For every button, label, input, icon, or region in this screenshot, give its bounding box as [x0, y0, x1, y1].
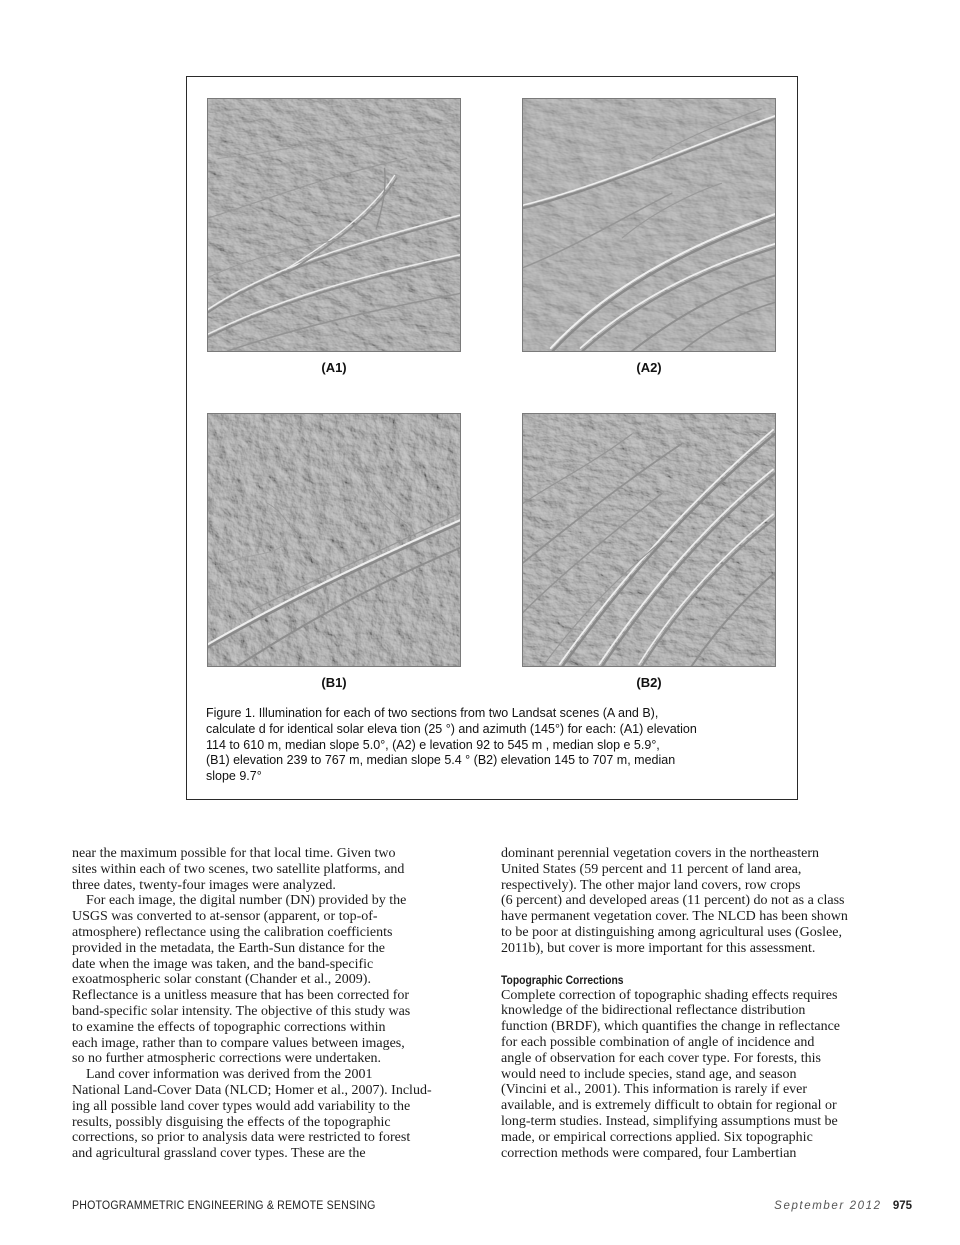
hillshade-image-b2	[522, 413, 776, 667]
text-line: correction methods were compared, four Lambertian	[501, 1145, 797, 1161]
text-line: available, and is extremely difficult to obtain for regional or	[501, 1098, 837, 1114]
text-line: have permanent vegetation cover. The NLCD has been shown	[501, 909, 848, 925]
text-line: function (BRDF), which quantifies the change in reflectance	[501, 1019, 840, 1035]
text-line: corrections, so prior to analysis data were restricted to forest	[72, 1130, 411, 1146]
text-line: results, possibly disguising the effects of the topographic	[72, 1114, 391, 1130]
panel-label-b1: (B1)	[321, 675, 347, 690]
issue-date: September 2012	[774, 1200, 882, 1212]
journal-name: PHOTOGRAMMETRIC ENGINEERING & REMOTE SENSING	[72, 1200, 376, 1212]
text-line: ing all possible land cover types would add variability to the	[72, 1098, 411, 1114]
page-number: 975	[892, 1200, 912, 1212]
caption-line: 114 to 610 m, median slope 5.0°, (A2) e levation 92 to 545 m , median slop e 5.9°,	[206, 737, 660, 752]
text-line: For each image, the digital number (DN) provided by the	[72, 893, 407, 909]
text-line: 2011b), but cover is more important for this assessment.	[501, 940, 816, 956]
text-line: for each possible combination of angle of incidence and	[501, 1034, 815, 1050]
hillshade-image-a1	[207, 98, 461, 352]
text-line: near the maximum possible for that local time. Given two	[72, 846, 396, 861]
text-line: knowledge of the bidirectional reflectance distribution	[501, 1003, 806, 1019]
text-line: Complete correction of topographic shading effects requires	[501, 987, 838, 1003]
caption-line: Figure 1. Illumination for each of two sections from two Landsat scenes (A and B),	[206, 706, 659, 720]
panel-label-a1: (A1)	[321, 360, 347, 375]
text-line: dominant perennial vegetation covers in the northeastern	[501, 846, 820, 861]
text-line: exoatmospheric solar constant (Chander et al., 2009).	[72, 972, 371, 988]
text-line: United States (59 percent and 11 percent of land area,	[501, 861, 802, 877]
caption-line: (B1) elevation 239 to 767 m, median slope 5.4 ° (B2) elevation 145 to 707 m, median	[206, 753, 676, 768]
text-line: to examine the effects of topographic corrections within	[72, 1019, 386, 1035]
text-line: band-specific solar intensity. The objective of this study was	[72, 1003, 411, 1019]
text-line: three dates, twenty-four images were analyzed.	[72, 877, 336, 893]
text-line: to be poor at distinguishing among agricultural uses (Goslee,	[501, 924, 842, 940]
text-line: and agricultural grassland cover types. These are the	[72, 1146, 366, 1162]
text-line: made, or empirical corrections applied. Six topographic	[501, 1129, 813, 1145]
text-line: each image, rather than to compare values between images,	[72, 1035, 405, 1051]
text-line: so no further atmospheric corrections were undertaken.	[72, 1051, 382, 1067]
text-line: respectively). The other major land covers, row crops	[501, 877, 801, 893]
text-line: provided in the metadata, the Earth-Sun distance for the	[72, 940, 385, 956]
text-line: sites within each of two scenes, two satellite platforms, and	[72, 861, 405, 877]
caption-line: slope 9.7°	[206, 769, 262, 784]
hillshade-image-a2	[522, 98, 776, 352]
text-line: Reflectance is a unitless measure that has been corrected for	[72, 988, 410, 1004]
text-line: (6 percent) and developed areas (11 percent) do not as a class	[501, 893, 845, 909]
text-line: National Land-Cover Data (NLCD; Homer et al., 2007). Includ-	[72, 1082, 432, 1098]
hillshade-image-b1	[207, 413, 461, 667]
figure-caption	[206, 706, 786, 785]
section-heading: Topographic Corrections	[501, 972, 624, 987]
right-text-column	[501, 846, 911, 1161]
text-line: angle of observation for each cover type. For forests, this	[501, 1050, 821, 1066]
text-line: atmosphere) reflectance using the calibration coefficients	[72, 924, 393, 940]
text-line: (Vincini et al., 2001). This information is rarely if ever	[501, 1082, 808, 1098]
text-line: would need to include species, stand age, and season	[501, 1066, 797, 1082]
page-footer	[774, 1200, 912, 1212]
left-text-column	[72, 846, 482, 1162]
text-line: long-term studies. Instead, simplifying assumptions must be	[501, 1113, 838, 1129]
text-line: date when the image was taken, and the band-specific	[72, 956, 374, 972]
text-line: USGS was converted to at-sensor (apparent, or top-of-	[72, 909, 378, 925]
panel-label-a2: (A2)	[636, 360, 662, 375]
text-line: Land cover information was derived from the 2001	[72, 1067, 373, 1083]
caption-line: calculate d for identical solar eleva tion (25 °) and azimuth (145°) for each: (A1) elevation	[206, 721, 697, 736]
panel-label-b2: (B2)	[636, 675, 662, 690]
